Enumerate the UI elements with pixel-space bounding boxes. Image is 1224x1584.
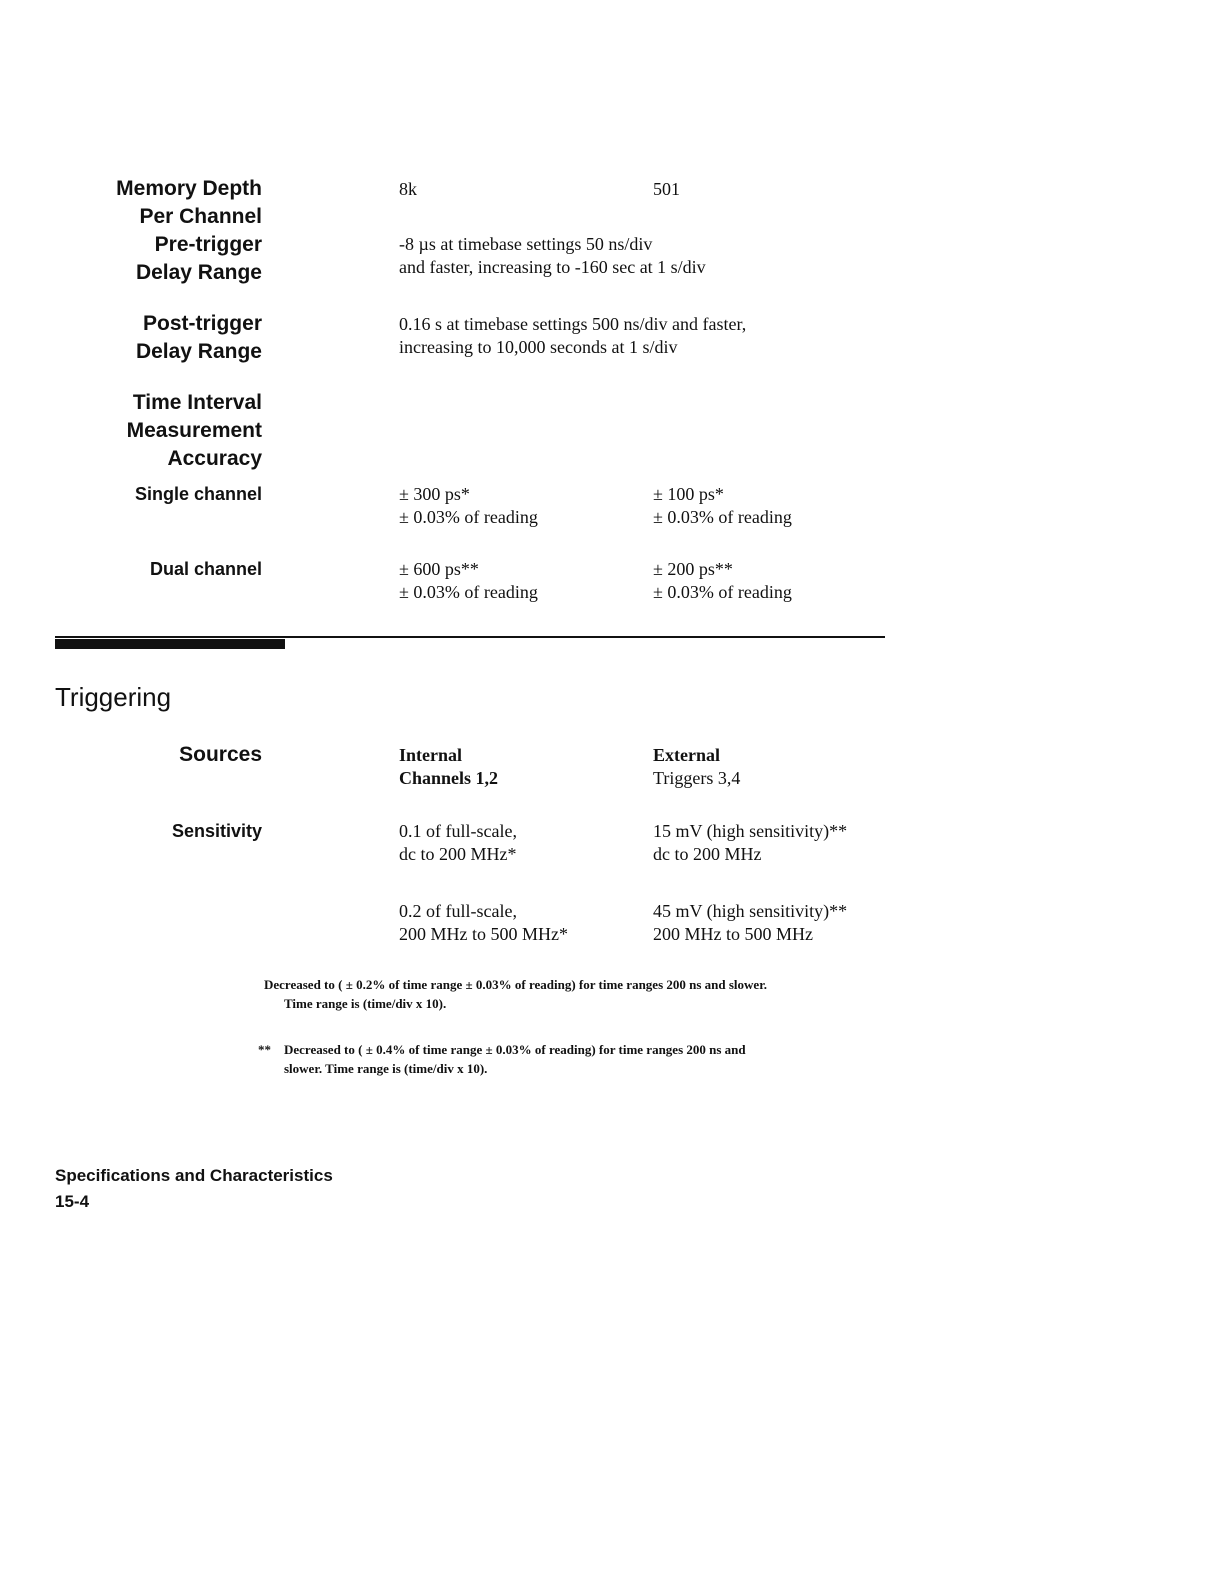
section-divider-tab: [55, 639, 285, 649]
post-trigger-value: 0.16 s at timebase settings 500 ns/div and faster, increasing to 10,000 seconds at 1 s/div: [399, 314, 747, 357]
dual-channel-label: Dual channel: [149, 559, 262, 579]
sensitivity-row1-internal: 0.1 of full-scale, dc to 200 MHz*: [399, 821, 517, 864]
sources-internal: Internal Channels 1,2: [399, 745, 499, 788]
sensitivity-row1-external: 15 mV (high sensitivity)** dc to 200 MHz: [653, 821, 848, 864]
dual-channel-col1: ± 600 ps** ± 0.03% of reading: [399, 559, 538, 602]
dual-channel-col2: ± 200 ps** ± 0.03% of reading: [653, 559, 792, 602]
section-title-triggering: Triggering: [55, 682, 172, 712]
page-number: 15-4: [55, 1192, 90, 1211]
footnote-single-asterisk: Decreased to ( ± 0.2% of time range ± 0.03% of reading) for time ranges 200 ns and slower. Time range is (time/div x 10).: [264, 977, 768, 1011]
post-trigger-label: Post-trigger Delay Range: [135, 312, 262, 363]
memory-depth-col2: 501: [653, 179, 680, 199]
memory-depth-label: Memory Depth Per Channel: [116, 177, 262, 228]
sources-label: Sources: [179, 743, 262, 766]
footnote-double-asterisk-marker: **: [258, 1042, 271, 1057]
sensitivity-row2-internal: 0.2 of full-scale, 200 MHz to 500 MHz*: [399, 901, 568, 944]
pre-trigger-label: Pre-trigger Delay Range: [135, 233, 262, 284]
footnote-double-asterisk: Decreased to ( ± 0.4% of time range ± 0.03% of reading) for time ranges 200 ns and slower. Time range is (time/div x 10).: [284, 1042, 746, 1076]
single-channel-col1: ± 300 ps* ± 0.03% of reading: [399, 484, 538, 527]
single-channel-col2: ± 100 ps* ± 0.03% of reading: [653, 484, 792, 527]
sources-external: External Triggers 3,4: [653, 745, 741, 788]
sensitivity-row2-external: 45 mV (high sensitivity)** 200 MHz to 500 MHz: [653, 901, 848, 944]
memory-depth-col1: 8k: [399, 179, 417, 199]
single-channel-label: Single channel: [134, 484, 262, 504]
pre-trigger-value: -8 µs at timebase settings 50 ns/div and faster, increasing to -160 sec at 1 s/div: [399, 234, 706, 277]
footer-title: Specifications and Characteristics: [55, 1166, 333, 1185]
section-divider: [55, 636, 885, 638]
sensitivity-label: Sensitivity: [171, 821, 262, 841]
time-interval-label: Time Interval Measurement Accuracy: [126, 391, 262, 470]
